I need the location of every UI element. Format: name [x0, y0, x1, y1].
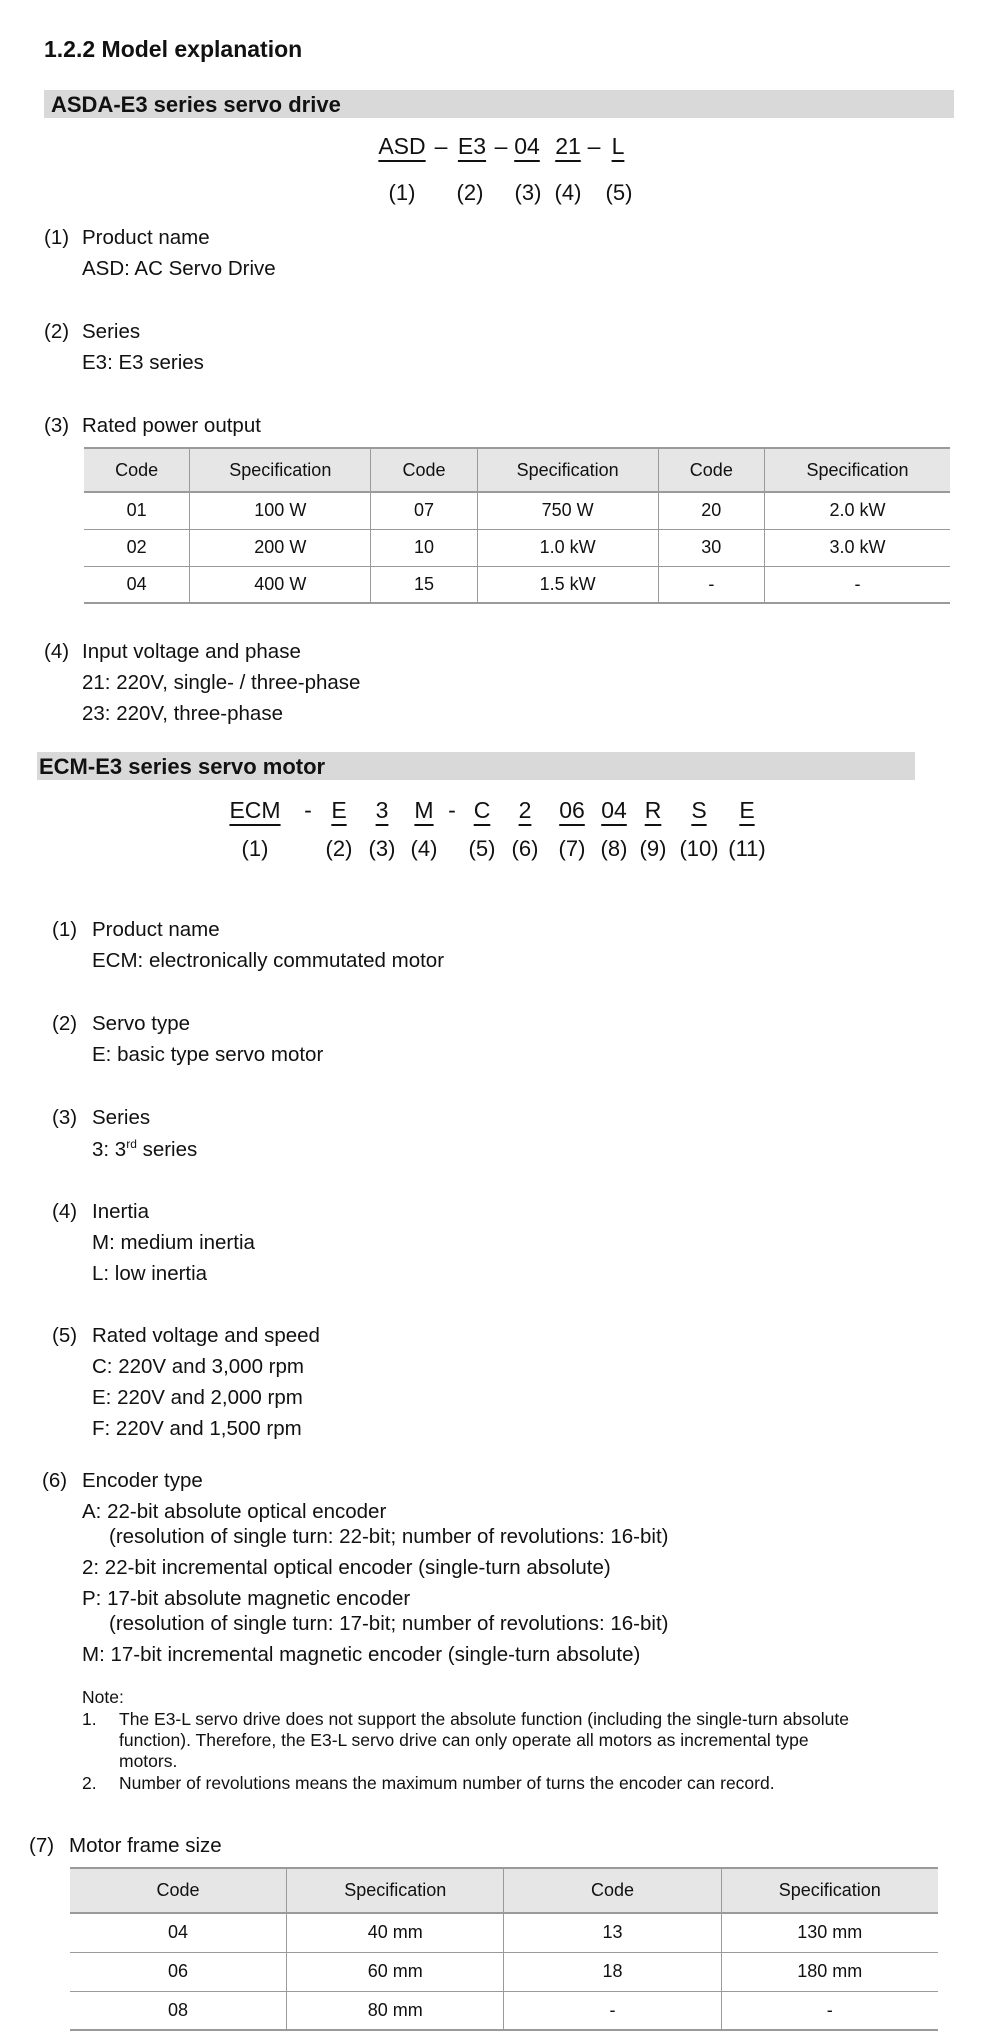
table-cell: 20	[658, 492, 764, 529]
table-cell: 04	[84, 566, 190, 603]
note-number: 2.	[82, 1773, 97, 1793]
table-cell: 100 W	[190, 492, 371, 529]
model-part: L	[611, 133, 625, 159]
table-cell: 2.0 kW	[764, 492, 950, 529]
motor-item-7-label: (7)	[29, 1834, 55, 1857]
model-part: 21	[555, 133, 581, 159]
motor-item-3-text	[92, 1137, 197, 1162]
drive-item-3-label: (3)	[44, 414, 70, 437]
table-row	[70, 1913, 938, 1952]
drive-item-4-line: 21: 220V, single- / three-phase	[82, 671, 361, 694]
table-cell: 13	[504, 1913, 721, 1952]
model-part: S	[691, 797, 707, 823]
motor-item-5-line: C: 220V and 3,000 rpm	[92, 1355, 304, 1378]
table-row	[84, 529, 950, 566]
drive-section-bar	[44, 90, 954, 118]
encoder-line: M: 17-bit incremental magnetic encoder (single-turn absolute)	[82, 1643, 641, 1666]
model-part: M	[414, 797, 434, 823]
table-header: Code	[70, 1868, 287, 1913]
motor-item-3-title: Series	[92, 1106, 151, 1129]
table-header: Code	[504, 1868, 721, 1913]
table-cell: -	[721, 1991, 938, 2030]
frame-size-table	[70, 1867, 938, 2031]
note-line: The E3-L servo drive does not support the absolute function (including the single-turn absolute	[119, 1709, 849, 1729]
table-cell: 07	[371, 492, 477, 529]
series-suffix: series	[136, 1137, 198, 1161]
model-part: R	[644, 797, 662, 823]
table-cell: 04	[70, 1913, 287, 1952]
model-index: (2)	[325, 836, 353, 861]
model-part: ASD	[378, 133, 426, 159]
table-cell: -	[504, 1991, 721, 2030]
note-line: function). Therefore, the E3-L servo drive can only operate all motors as incremental type	[119, 1730, 809, 1750]
model-index: (1)	[388, 180, 416, 205]
motor-section-title: ECM-E3 series servo motor	[39, 754, 326, 779]
encoder-line: (resolution of single turn: 17-bit; number of revolutions: 16-bit)	[109, 1612, 669, 1635]
motor-item-2-label: (2)	[52, 1012, 78, 1035]
table-row	[70, 1952, 938, 1991]
table-cell: 06	[70, 1952, 287, 1991]
motor-item-5-label: (5)	[52, 1324, 78, 1347]
table-header: Code	[371, 448, 477, 492]
model-index: (5)	[468, 836, 496, 861]
model-index: (8)	[600, 836, 628, 861]
table-cell: 18	[504, 1952, 721, 1991]
model-part: 2	[518, 797, 532, 823]
table-cell: 130 mm	[721, 1913, 938, 1952]
model-part: 06	[559, 797, 585, 823]
model-part: E	[331, 797, 347, 823]
section-heading: 1.2.2 Model explanation	[44, 36, 303, 62]
model-separator: –	[434, 133, 448, 159]
table-cell: 15	[371, 566, 477, 603]
encoder-line: (resolution of single turn: 22-bit; number of revolutions: 16-bit)	[109, 1525, 669, 1548]
table-cell: 1.0 kW	[477, 529, 658, 566]
encoder-line: P: 17-bit absolute magnetic encoder	[82, 1587, 411, 1610]
motor-item-5-line: F: 220V and 1,500 rpm	[92, 1417, 302, 1440]
table-row	[84, 566, 950, 603]
model-index: (9)	[639, 836, 667, 861]
model-part: E	[739, 797, 755, 823]
motor-item-6-title: Encoder type	[82, 1469, 203, 1492]
table-row	[84, 492, 950, 529]
table-header-row	[84, 448, 950, 492]
table-cell: -	[764, 566, 950, 603]
model-index: (10)	[679, 836, 719, 861]
table-cell: 30	[658, 529, 764, 566]
model-separator: –	[494, 133, 508, 159]
motor-item-4-title: Inertia	[92, 1200, 149, 1223]
table-cell: 80 mm	[287, 1991, 504, 2030]
model-index: (1)	[241, 836, 269, 861]
motor-item-5-title: Rated voltage and speed	[92, 1324, 320, 1347]
drive-item-4-line: 23: 220V, three-phase	[82, 702, 283, 725]
drive-item-3-title: Rated power output	[82, 414, 261, 437]
model-index: (4)	[410, 836, 438, 861]
model-index: (3)	[368, 836, 396, 861]
model-index: (11)	[728, 836, 766, 861]
motor-item-5-line: E: 220V and 2,000 rpm	[92, 1386, 303, 1409]
table-cell: 3.0 kW	[764, 529, 950, 566]
table-cell: 1.5 kW	[477, 566, 658, 603]
encoder-line: A: 22-bit absolute optical encoder	[82, 1500, 387, 1523]
drive-item-1-label: (1)	[44, 226, 70, 249]
motor-item-6-label: (6)	[42, 1469, 68, 1492]
table-cell: 08	[70, 1991, 287, 2030]
table-cell: 400 W	[190, 566, 371, 603]
model-separator: -	[304, 797, 312, 823]
model-index: (2)	[456, 180, 484, 205]
model-index: (5)	[605, 180, 633, 205]
table-header: Specification	[764, 448, 950, 492]
table-header: Specification	[721, 1868, 938, 1913]
note-line: Number of revolutions means the maximum number of turns the encoder can record.	[119, 1773, 775, 1793]
motor-item-1-title: Product name	[92, 918, 220, 941]
table-cell: 02	[84, 529, 190, 566]
series-superscript: rd	[126, 1137, 137, 1151]
model-index: (3)	[514, 180, 542, 205]
note-line: motors.	[119, 1751, 178, 1771]
model-index: (4)	[554, 180, 582, 205]
drive-item-2-label: (2)	[44, 320, 70, 343]
drive-item-1-text: ASD: AC Servo Drive	[82, 257, 276, 280]
motor-section-bar	[37, 752, 915, 780]
motor-item-4-line: M: medium inertia	[92, 1231, 255, 1254]
power-output-table	[84, 447, 950, 604]
table-header: Specification	[190, 448, 371, 492]
note-number: 1.	[82, 1709, 97, 1729]
model-part: 04	[514, 133, 540, 159]
table-header-row	[70, 1868, 938, 1913]
model-separator: -	[448, 797, 456, 823]
motor-item-3-label: (3)	[52, 1106, 78, 1129]
motor-item-7-title: Motor frame size	[69, 1834, 222, 1857]
table-cell: 200 W	[190, 529, 371, 566]
table-cell: 40 mm	[287, 1913, 504, 1952]
motor-item-1-label: (1)	[52, 918, 78, 941]
table-cell: 750 W	[477, 492, 658, 529]
table-header: Code	[658, 448, 764, 492]
table-header: Specification	[477, 448, 658, 492]
encoder-line: 2: 22-bit incremental optical encoder (single-turn absolute)	[82, 1556, 611, 1579]
table-cell: 180 mm	[721, 1952, 938, 1991]
table-cell: 10	[371, 529, 477, 566]
model-index: (6)	[511, 836, 539, 861]
model-part: 3	[375, 797, 389, 823]
motor-item-1-text: ECM: electronically commutated motor	[92, 949, 445, 972]
table-cell: 60 mm	[287, 1952, 504, 1991]
motor-item-4-line: L: low inertia	[92, 1262, 208, 1285]
model-part: ECM	[229, 797, 281, 823]
table-header: Code	[84, 448, 190, 492]
series-prefix: 3: 3	[92, 1137, 127, 1161]
model-part: C	[473, 797, 491, 823]
drive-item-2-text: E3: E3 series	[82, 351, 204, 374]
model-separator: –	[587, 133, 601, 159]
drive-section-title: ASDA-E3 series servo drive	[51, 92, 341, 117]
drive-item-1-title: Product name	[82, 226, 210, 249]
motor-item-2-text: E: basic type servo motor	[92, 1043, 324, 1066]
model-part: E3	[457, 133, 487, 159]
model-part: 04	[601, 797, 627, 823]
motor-item-2-title: Servo type	[92, 1012, 190, 1035]
drive-item-4-title: Input voltage and phase	[82, 640, 301, 663]
table-header: Specification	[287, 1868, 504, 1913]
table-cell: 01	[84, 492, 190, 529]
table-row	[70, 1991, 938, 2030]
drive-item-2-title: Series	[82, 320, 141, 343]
drive-item-4-label: (4)	[44, 640, 70, 663]
motor-item-4-label: (4)	[52, 1200, 78, 1223]
table-cell: -	[658, 566, 764, 603]
model-index: (7)	[558, 836, 586, 861]
note-title: Note:	[82, 1687, 124, 1707]
